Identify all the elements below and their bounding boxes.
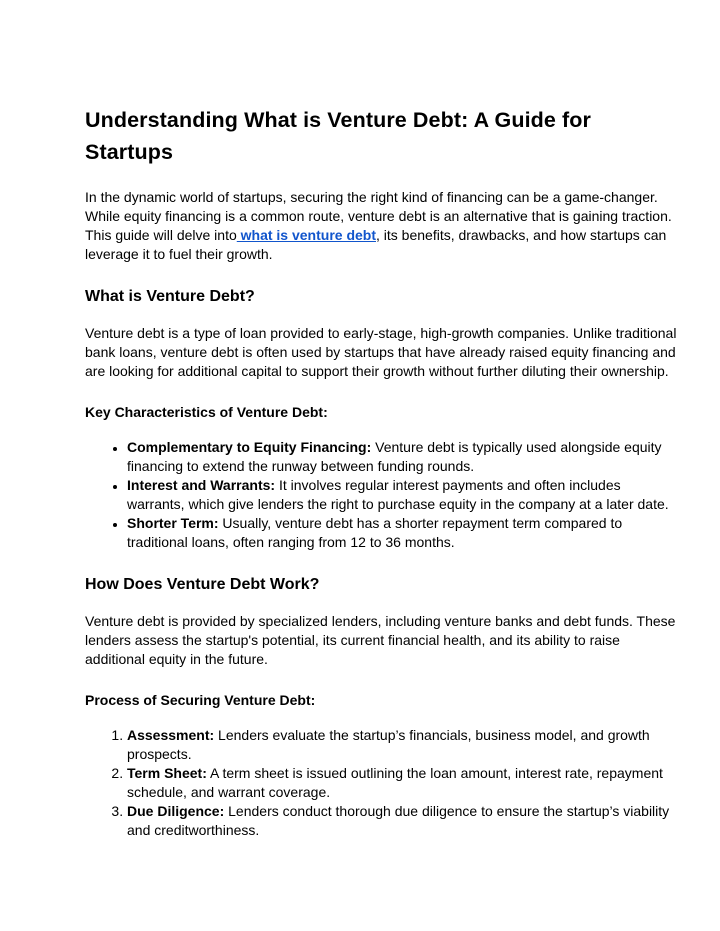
list-item-term: Shorter Term:	[127, 515, 219, 531]
list-item-term: Complementary to Equity Financing:	[127, 439, 372, 455]
list-item	[127, 514, 680, 552]
intro-text-after-link: , its benefits, drawbacks, and how startups can leverage it to fuel their growth.	[85, 227, 667, 262]
list-item-text: A term sheet is issued outlining the loan amount, interest rate, repayment schedule, and warrant coverage.	[127, 765, 663, 800]
key-characteristics-list	[85, 438, 680, 552]
subheading-process: Process of Securing Venture Debt:	[85, 692, 316, 708]
list-item	[127, 764, 680, 802]
list-item	[127, 438, 680, 476]
list-item-term: Interest and Warrants:	[127, 477, 276, 493]
list-item-text: Venture debt is typically used alongside equity financing to extend the runway between funding rounds.	[127, 439, 662, 474]
section-paragraph-how-it-works: Venture debt is provided by specialized lenders, including venture banks and debt funds. These lenders assess the startup's potential, its current financial health, and its ability to raise additional equity in the future.	[85, 613, 676, 667]
list-item-text: Usually, venture debt has a shorter repayment term compared to traditional loans, often ranging from 12 to 36 months.	[127, 515, 623, 550]
list-item-text: Lenders conduct thorough due diligence to ensure the startup’s viability and creditworthiness.	[127, 803, 670, 838]
list-item-term: Assessment:	[127, 727, 215, 743]
intro-paragraph	[85, 188, 680, 264]
list-item-term: Term Sheet:	[127, 765, 207, 781]
list-item	[127, 802, 680, 840]
section-paragraph-what-is: Venture debt is a type of loan provided to early-stage, high-growth companies. Unlike traditional bank loans, venture debt is often used by startups that have already raised equity financing and are looking for additional capital to support their growth without further diluting their ownership.	[85, 325, 677, 379]
section-heading-how-it-works: How Does Venture Debt Work?	[85, 576, 320, 593]
list-item-term: Due Diligence:	[127, 803, 225, 819]
section-heading-what-is: What is Venture Debt?	[85, 288, 255, 305]
document-title: Understanding What is Venture Debt: A Guide for Startups	[85, 108, 591, 164]
list-item	[127, 476, 680, 514]
list-item-text: Lenders evaluate the startup’s financials, business model, and growth prospects.	[127, 727, 650, 762]
subheading-key-characteristics: Key Characteristics of Venture Debt:	[85, 404, 328, 420]
process-steps-list	[85, 726, 680, 840]
intro-text-before-link: In the dynamic world of startups, securing the right kind of financing can be a game-changer. While equity financing is a common route, venture debt is an alternative that is gaining traction. This guide will delve into	[85, 189, 672, 243]
list-item	[127, 726, 680, 764]
venture-debt-link[interactable]: what is venture debt	[236, 227, 376, 243]
list-item-text: It involves regular interest payments and often includes warrants, which give lenders the right to purchase equity in the company at a later date.	[127, 477, 669, 512]
